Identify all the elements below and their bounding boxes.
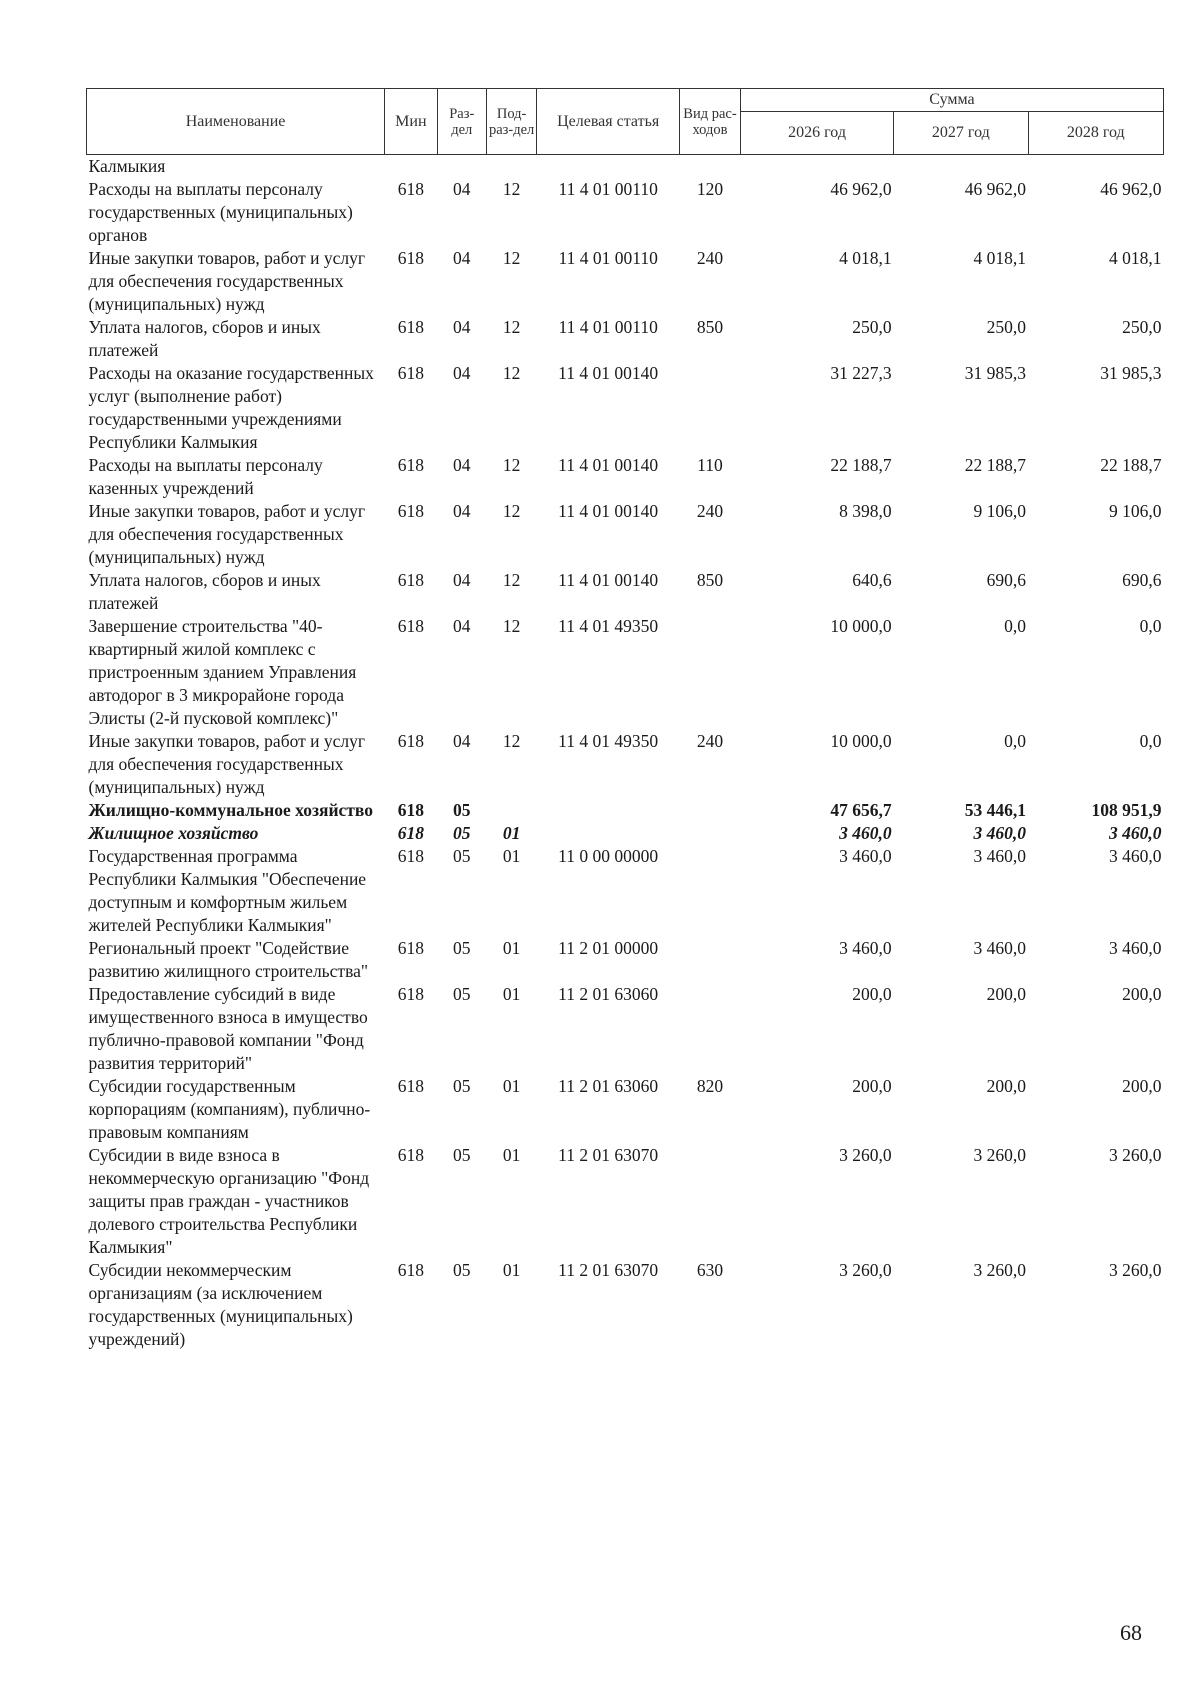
row-podrazdel: 12 <box>502 317 521 337</box>
row-razdel: 05 <box>453 984 471 1004</box>
row-sum-2028: 9 106,0 <box>1109 501 1162 521</box>
row-expense-type: 240 <box>696 501 724 521</box>
row-expense-type: 240 <box>696 248 724 268</box>
row-min <box>385 155 437 179</box>
header-razdel: Раз-дел <box>437 89 486 155</box>
row-sum-2026: 200,0 <box>852 984 892 1004</box>
row-expense-type <box>680 845 741 937</box>
row-name: Субсидии государственным корпорациям (компаниям), публично-правовым компаниям <box>88 1076 371 1142</box>
row-sum-2026: 10 000,0 <box>830 731 892 751</box>
header-min: Мин <box>385 89 437 155</box>
row-name: Иные закупки товаров, работ и услуг для обеспечения государственных (муниципальных) нужд <box>88 248 366 314</box>
row-sum-2028: 0,0 <box>1139 616 1162 636</box>
row-target-article <box>537 799 680 822</box>
header-target: Целевая статья <box>537 89 680 155</box>
row-sum-2027: 250,0 <box>986 317 1027 337</box>
row-name: Жилищное хозяйство <box>88 823 259 843</box>
row-name: Субсидии в виде взноса в некоммерческую организацию "Фонд защиты прав граждан - участников долевого строительства Республики Калмыкия" <box>88 1145 370 1257</box>
row-sum-2028: 3 460,0 <box>1109 938 1162 958</box>
table-row <box>87 983 1164 1075</box>
row-target-article: 11 4 01 00110 <box>558 317 658 337</box>
row-sum-2026: 200,0 <box>852 1076 892 1096</box>
row-podrazdel: 12 <box>502 179 521 199</box>
row-min: 618 <box>397 731 424 751</box>
row-sum-2028: 200,0 <box>1122 1076 1162 1096</box>
row-expense-type <box>680 937 741 983</box>
row-sum-2026: 46 962,0 <box>830 179 892 199</box>
row-razdel: 05 <box>453 1260 471 1280</box>
row-min: 618 <box>397 938 424 958</box>
row-razdel <box>437 155 486 179</box>
row-razdel: 04 <box>453 570 471 590</box>
row-min: 618 <box>397 179 424 199</box>
row-expense-type <box>680 799 741 822</box>
row-min: 618 <box>397 1145 424 1165</box>
row-min: 618 <box>397 248 424 268</box>
row-razdel: 05 <box>453 1145 471 1165</box>
header-sum: Сумма <box>740 89 1163 112</box>
row-sum-2027: 200,0 <box>986 984 1027 1004</box>
header-name: Наименование <box>87 89 385 155</box>
table-row <box>87 569 1164 615</box>
budget-table <box>86 88 1164 1351</box>
row-podrazdel: 01 <box>502 984 521 1004</box>
row-razdel: 04 <box>453 317 471 337</box>
row-expense-type <box>680 155 741 179</box>
row-razdel: 04 <box>453 179 471 199</box>
row-razdel: 05 <box>453 800 471 820</box>
row-target-article: 11 2 01 63070 <box>558 1145 659 1165</box>
row-name: Уплата налогов, сборов и иных платежей <box>88 317 321 360</box>
table-row <box>87 937 1164 983</box>
row-razdel: 04 <box>453 616 471 636</box>
table-row <box>87 1144 1164 1259</box>
row-name: Расходы на оказание государственных услуг (выполнение работ) государственными учреждениями Республики Калмыкия <box>88 363 374 452</box>
row-target-article: 11 4 01 00110 <box>558 248 658 268</box>
row-sum-2028: 690,6 <box>1122 570 1162 590</box>
row-min: 618 <box>397 570 424 590</box>
row-name: Расходы на выплаты персоналу казенных учреждений <box>88 455 323 498</box>
row-razdel: 04 <box>453 501 471 521</box>
row-sum-2026 <box>740 155 893 179</box>
row-name: Жилищно-коммунальное хозяйство <box>88 800 373 820</box>
row-sum-2026: 47 656,7 <box>830 800 892 820</box>
table-row <box>87 845 1164 937</box>
table-row <box>87 615 1164 730</box>
row-min: 618 <box>397 823 424 843</box>
row-razdel: 05 <box>453 938 471 958</box>
table-row <box>87 247 1164 316</box>
row-sum-2028: 108 951,9 <box>1091 800 1162 820</box>
row-target-article: 11 2 01 00000 <box>558 938 659 958</box>
row-name: Калмыкия <box>88 156 166 176</box>
row-sum-2028: 3 460,0 <box>1109 823 1162 843</box>
row-expense-type <box>680 362 741 454</box>
row-target-article: 11 2 01 63070 <box>558 1260 659 1280</box>
row-name: Региональный проект "Содействие развитию жилищного строительства" <box>88 938 369 981</box>
row-sum-2027: 4 018,1 <box>973 248 1027 268</box>
header-year-2026: 2026 год <box>740 112 893 155</box>
row-expense-type: 820 <box>696 1076 724 1096</box>
table-body <box>87 155 1164 1352</box>
row-razdel: 04 <box>453 363 471 383</box>
row-sum-2027: 3 460,0 <box>973 938 1027 958</box>
row-name: Иные закупки товаров, работ и услуг для обеспечения государственных (муниципальных) нужд <box>88 731 366 797</box>
row-target-article: 11 2 01 63060 <box>558 1076 659 1096</box>
table-row <box>87 1259 1164 1351</box>
table-row <box>87 454 1164 500</box>
row-sum-2028: 0,0 <box>1139 731 1162 751</box>
table-row <box>87 730 1164 799</box>
row-min: 618 <box>397 317 424 337</box>
row-expense-type <box>680 983 741 1075</box>
table-row <box>87 500 1164 569</box>
row-target-article: 11 4 01 00140 <box>558 501 659 521</box>
row-sum-2026: 3 260,0 <box>839 1260 892 1280</box>
row-podrazdel: 12 <box>502 616 521 636</box>
row-name: Предоставление субсидий в виде имущественного взноса в имущество публично-правовой компании "Фонд развития территорий" <box>88 984 368 1073</box>
table-row <box>87 822 1164 845</box>
table-row <box>87 1075 1164 1144</box>
row-min: 618 <box>397 984 424 1004</box>
row-min: 618 <box>397 1260 424 1280</box>
row-podrazdel: 01 <box>502 938 521 958</box>
row-sum-2028: 3 260,0 <box>1109 1260 1162 1280</box>
row-sum-2026: 3 460,0 <box>839 938 892 958</box>
row-sum-2026: 31 227,3 <box>830 363 892 383</box>
row-razdel: 04 <box>453 248 471 268</box>
row-sum-2026: 3 460,0 <box>839 823 892 843</box>
row-target-article: 11 4 01 00140 <box>558 455 659 475</box>
row-target-article: 11 4 01 49350 <box>558 616 659 636</box>
row-sum-2026: 3 460,0 <box>839 846 892 866</box>
row-sum-2027: 0,0 <box>1004 731 1027 751</box>
row-sum-2027: 3 460,0 <box>973 846 1027 866</box>
row-podrazdel: 12 <box>502 363 521 383</box>
row-podrazdel <box>486 799 536 822</box>
row-sum-2027 <box>894 155 1028 179</box>
table-row <box>87 362 1164 454</box>
row-min: 618 <box>397 363 424 383</box>
header-vid: Вид рас-ходов <box>680 89 741 155</box>
row-sum-2027: 9 106,0 <box>973 501 1027 521</box>
row-podrazdel: 12 <box>502 248 521 268</box>
row-sum-2027: 3 260,0 <box>973 1260 1027 1280</box>
row-sum-2027: 46 962,0 <box>964 179 1027 199</box>
row-expense-type: 850 <box>696 570 724 590</box>
row-target-article: 11 4 01 49350 <box>558 731 659 751</box>
row-min: 618 <box>397 501 424 521</box>
row-target-article <box>537 822 680 845</box>
row-expense-type: 120 <box>696 179 724 199</box>
row-sum-2026: 4 018,1 <box>839 248 892 268</box>
row-sum-2026: 10 000,0 <box>830 616 892 636</box>
row-podrazdel: 01 <box>502 846 521 866</box>
row-sum-2027: 200,0 <box>986 1076 1027 1096</box>
row-expense-type: 630 <box>696 1260 724 1280</box>
row-min: 618 <box>397 616 424 636</box>
row-sum-2028: 250,0 <box>1122 317 1162 337</box>
row-razdel: 05 <box>453 846 471 866</box>
row-sum-2027: 3 260,0 <box>973 1145 1027 1165</box>
table-row <box>87 316 1164 362</box>
row-razdel: 05 <box>453 1076 471 1096</box>
header-podrazdel: Под-раз-дел <box>486 89 536 155</box>
table-row <box>87 799 1164 822</box>
row-razdel: 05 <box>453 823 471 843</box>
table-row <box>87 178 1164 247</box>
row-sum-2027: 3 460,0 <box>973 823 1027 843</box>
row-sum-2027: 22 188,7 <box>964 455 1027 475</box>
row-sum-2027: 53 446,1 <box>964 800 1027 820</box>
row-sum-2028: 3 460,0 <box>1109 846 1162 866</box>
row-expense-type <box>680 1144 741 1259</box>
row-min: 618 <box>397 800 424 820</box>
row-sum-2028: 46 962,0 <box>1100 179 1162 199</box>
row-expense-type: 110 <box>697 455 723 475</box>
row-target-article: 11 0 00 00000 <box>558 846 659 866</box>
row-podrazdel: 01 <box>502 823 521 843</box>
row-target-article: 11 2 01 63060 <box>558 984 659 1004</box>
row-name: Государственная программа Республики Калмыкия "Обеспечение доступным и комфортным жильем жителей Республики Калмыкия" <box>88 846 367 935</box>
row-razdel: 04 <box>453 455 471 475</box>
row-podrazdel: 12 <box>502 455 521 475</box>
row-sum-2026: 250,0 <box>852 317 892 337</box>
row-expense-type: 850 <box>696 317 724 337</box>
row-sum-2028: 3 260,0 <box>1109 1145 1162 1165</box>
header-year-2028: 2028 год <box>1028 112 1163 155</box>
row-sum-2027: 31 985,3 <box>964 363 1027 383</box>
row-name: Иные закупки товаров, работ и услуг для обеспечения государственных (муниципальных) нужд <box>88 501 366 567</box>
row-podrazdel: 01 <box>502 1260 521 1280</box>
row-sum-2028: 22 188,7 <box>1100 455 1162 475</box>
row-podrazdel: 12 <box>502 731 521 751</box>
row-podrazdel: 12 <box>502 570 521 590</box>
row-name: Субсидии некоммерческим организациям (за исключением государственных (муниципальных) учреждений) <box>88 1260 353 1349</box>
header-year-2027: 2027 год <box>894 112 1028 155</box>
row-sum-2027: 0,0 <box>1004 616 1027 636</box>
row-target-article: 11 4 01 00140 <box>558 570 659 590</box>
row-podrazdel <box>486 155 536 179</box>
row-sum-2027: 690,6 <box>986 570 1027 590</box>
row-podrazdel: 01 <box>502 1076 521 1096</box>
row-name: Расходы на выплаты персоналу государственных (муниципальных) органов <box>88 179 353 245</box>
page-number: 68 <box>1120 1620 1142 1645</box>
row-min: 618 <box>397 455 424 475</box>
row-expense-type <box>680 822 741 845</box>
row-expense-type: 240 <box>696 731 724 751</box>
row-target-article <box>537 155 680 179</box>
row-sum-2028: 31 985,3 <box>1100 363 1162 383</box>
row-name: Уплата налогов, сборов и иных платежей <box>88 570 321 613</box>
row-sum-2026: 3 260,0 <box>839 1145 892 1165</box>
row-sum-2028: 200,0 <box>1122 984 1162 1004</box>
row-min: 618 <box>397 846 424 866</box>
row-podrazdel: 12 <box>502 501 521 521</box>
row-sum-2026: 8 398,0 <box>839 501 892 521</box>
row-sum-2028: 4 018,1 <box>1109 248 1162 268</box>
table-row <box>87 155 1164 179</box>
row-expense-type <box>680 615 741 730</box>
row-target-article: 11 4 01 00110 <box>558 179 658 199</box>
row-name: Завершение строительства "40-квартирный жилой комплекс с пристроенным зданием Управления автодорог в 3 микрорайоне города Элисты (2-й пусковой комплекс)" <box>88 616 357 728</box>
row-target-article: 11 4 01 00140 <box>558 363 659 383</box>
row-podrazdel: 01 <box>502 1145 521 1165</box>
row-razdel: 04 <box>453 731 471 751</box>
row-sum-2026: 22 188,7 <box>830 455 892 475</box>
row-sum-2026: 640,6 <box>852 570 892 590</box>
table-header <box>87 89 1164 155</box>
row-min: 618 <box>397 1076 424 1096</box>
row-sum-2028 <box>1028 155 1163 179</box>
